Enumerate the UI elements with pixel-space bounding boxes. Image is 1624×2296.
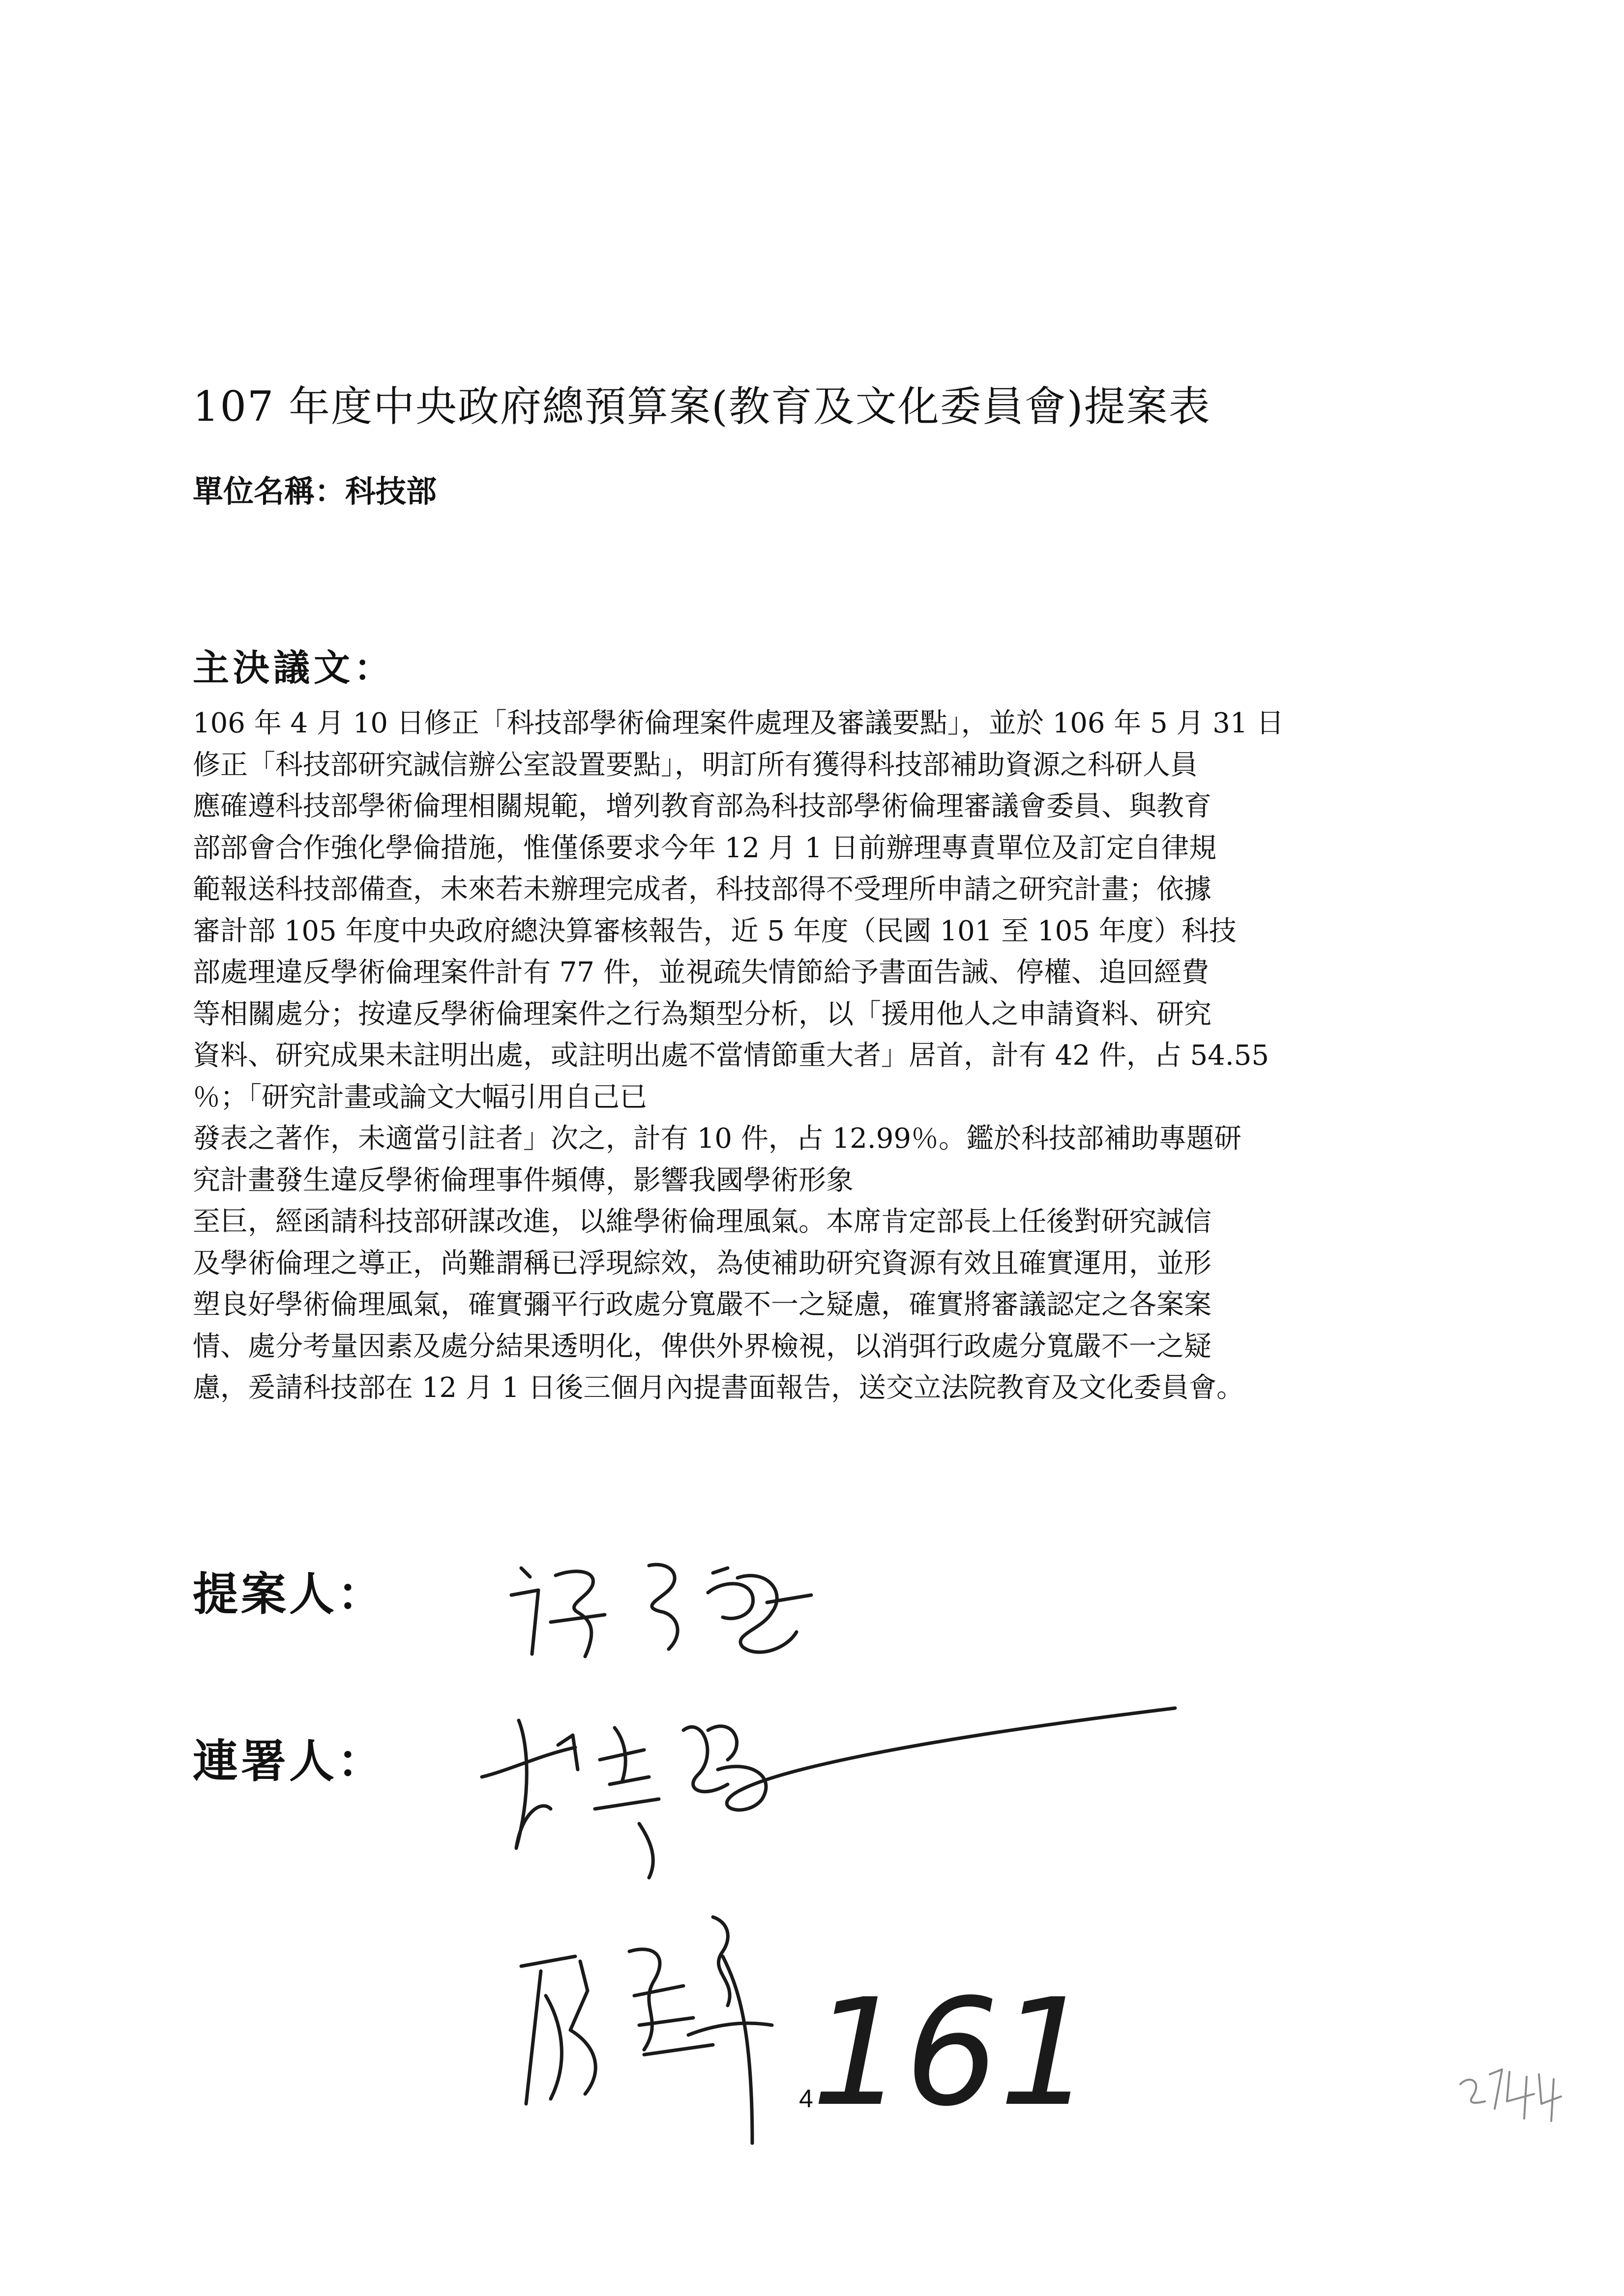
pencil-annotation xyxy=(1455,2055,1568,2128)
body-line: 等相關處分；按違反學術倫理案件之行為類型分析，以「援用他人之申請資料、研究 xyxy=(193,998,1211,1030)
proposer-signature xyxy=(492,1548,885,1676)
body-line: 究計畫發生違反學術倫理事件頻傳，影響我國學術形象 xyxy=(193,1164,854,1196)
resolution-body xyxy=(193,703,1437,1409)
body-line: 部部會合作強化學倫措施，惟僅係要求今年 12 月 1 日前辦理專責單位及訂定自律規 xyxy=(193,832,1217,864)
unit-name: 單位名稱：科技部 xyxy=(193,473,437,509)
body-line: 至巨，經函請科技部研謀改進，以維學術倫理風氣。本席肯定部長上任後對研究誠信 xyxy=(193,1206,1211,1238)
body-line: 資料、研究成果未註明出處，或註明出處不當情節重大者」居首，計有 42 件，占 54.55 xyxy=(193,1040,1269,1072)
cosigner-signature-1 xyxy=(472,1686,1185,1907)
body-line: 情、處分考量因素及處分結果透明化，俾供外界檢視，以消弭行政處分寬嚴不一之疑 xyxy=(193,1330,1211,1363)
page-number: 4 xyxy=(799,2085,813,2113)
body-line: 範報送科技部備查，未來若未辦理完成者，科技部得不受理所申請之研究計畫；依據 xyxy=(193,873,1211,905)
body-line: 應確遵科技部學術倫理相關規範，增列教育部為科技部學術倫理審議會委員、與教育 xyxy=(193,790,1211,822)
proposer-label: 提案人： xyxy=(193,1568,386,1621)
body-line: 慮，爰請科技部在 12 月 1 日後三個月內提書面報告，送交立法院教育及文化委員會。 xyxy=(193,1372,1244,1404)
body-line: 修正「科技部研究誠信辦公室設置要點」，明訂所有獲得科技部補助資源之科研人員 xyxy=(193,749,1198,781)
resolution-heading: 主決議文： xyxy=(193,647,394,689)
body-line: 審計部 105 年度中央政府總決算審核報告，近 5 年度（民國 101 至 105 年度）科技 xyxy=(193,915,1237,947)
handwritten-number: 161 xyxy=(811,1967,1093,2139)
cosigner-signature-2 xyxy=(506,1897,1170,2153)
body-line: ％；「研究計畫或論文大幅引用自己已 xyxy=(193,1081,647,1113)
body-line: 106 年 4 月 10 日修正「科技部學術倫理案件處理及審議要點」，並於 106 年 5 月 31 日 xyxy=(193,707,1284,739)
body-line: 及學術倫理之導正，尚難謂稱已浮現綜效，為使補助研究資源有效且確實運用，並形 xyxy=(193,1247,1211,1279)
body-line: 塑良好學術倫理風氣，確實彌平行政處分寬嚴不一之疑慮，確實將審議認定之各案案 xyxy=(193,1289,1211,1321)
body-line: 發表之著作，未適當引註者」次之，計有 10 件，占 12.99％。鑑於科技部補助專題研 xyxy=(193,1123,1241,1155)
cosigner-label: 連署人： xyxy=(193,1735,386,1788)
body-line: 部處理違反學術倫理案件計有 77 件，並視疏失情節給予書面告誡、停權、追回經費 xyxy=(193,957,1209,988)
document-title: 107 年度中央政府總預算案(教育及文化委員會)提案表 xyxy=(193,382,1211,431)
